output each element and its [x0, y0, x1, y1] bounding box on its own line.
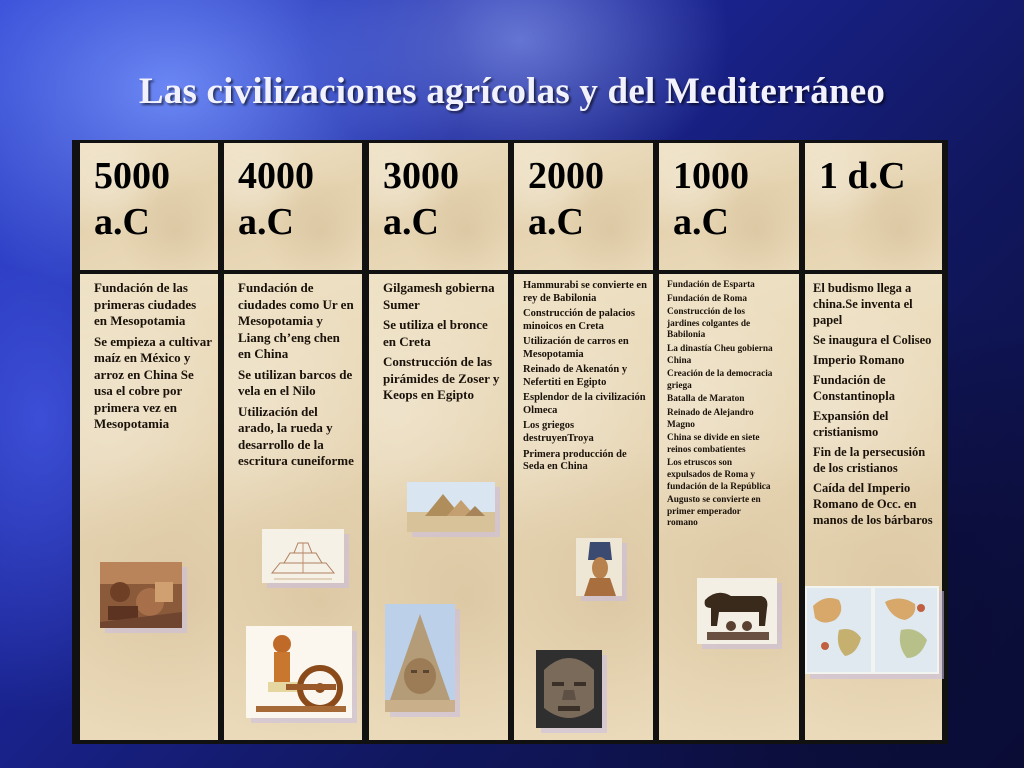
- year-heading: 2000 a.C: [528, 155, 604, 243]
- timeline-table: [72, 140, 948, 744]
- year-header-cell: [659, 143, 799, 270]
- event-item: Creación de la democracia griega: [667, 369, 773, 391]
- event-item: Reinado de Akenatón y Nefertiti en Egipto: [523, 364, 628, 389]
- event-item: Fundación de Roma: [667, 293, 748, 304]
- event-item: Fundación de ciudades como Ur en Mesopotamia y Liang ch’eng chen en China: [238, 280, 354, 361]
- year-header-cell: [224, 143, 362, 270]
- event-item: Esplendor de la civilización Olmeca: [523, 392, 646, 417]
- events-cell: [224, 274, 362, 740]
- slide-title: Las civilizaciones agrícolas y del Mediterráneo: [138, 71, 886, 112]
- year-heading: 5000 a.C: [94, 155, 170, 243]
- event-item: Expansión del cristianismo: [813, 409, 889, 439]
- event-item: Primera producción de Seda en China: [523, 448, 627, 473]
- event-item: Se inaugura el Coliseo: [813, 333, 932, 347]
- event-item: Augusto se convierte en primer emperador romano: [667, 495, 761, 529]
- event-item: Hammurabi se convierte en rey de Babilonia: [523, 280, 647, 304]
- event-item: Construcción de las pirámides de Zoser y Keops en Egipto: [383, 354, 500, 402]
- year-heading: 1000 a.C: [673, 155, 749, 243]
- year-header-cell: [514, 143, 653, 270]
- event-item: Fundación de Constantinopla: [813, 373, 895, 403]
- ancient-city-painting-icon: [100, 562, 182, 628]
- events-cell: [514, 274, 653, 740]
- pyramids-icon: [407, 482, 495, 532]
- ziggurat-drawing-icon: [262, 529, 344, 583]
- event-item: Los etruscos son expulsados de Roma y fundación de la República: [667, 458, 771, 492]
- year-header-cell: [805, 143, 942, 270]
- olmec-head-icon: [536, 650, 602, 728]
- event-item: El budismo llega a china.Se inventa el papel: [813, 281, 913, 327]
- capitoline-wolf-icon: [697, 578, 777, 644]
- event-item: Batalla de Maraton: [667, 394, 745, 405]
- event-item: Se empieza a cultivar maíz en México y arroz en China Se usa el cobre por primera vez en Mesopotamia: [94, 333, 212, 431]
- events-cell: [369, 274, 508, 740]
- year-heading: 1 d.C: [819, 155, 906, 197]
- column-5000-ac: [80, 140, 218, 744]
- column-1000-ac: [659, 140, 799, 744]
- potter-wheel-figure-icon: [246, 626, 352, 718]
- event-item: Fundación de las primeras ciudades en Mesopotamia: [94, 280, 197, 328]
- event-item: Construcción de palacios minoicos en Creta: [523, 308, 636, 332]
- event-item: Utilización de carros en Mesopotamia: [523, 336, 629, 360]
- event-item: Gilgamesh gobierna Sumer: [383, 280, 495, 312]
- event-item: Reinado de Alejandro Magno: [667, 407, 754, 430]
- world-map-icon: [805, 586, 939, 674]
- event-item: Se utiliza el bronce en Creta: [383, 317, 488, 349]
- column-4000-ac: [224, 140, 362, 744]
- event-item: Caída del Imperio Romano de Occ. en manos de los bárbaros: [813, 481, 933, 527]
- nefertiti-bust-icon: [576, 538, 622, 596]
- event-item: Construcción de los jardines colgantes de Babilonia: [667, 307, 751, 341]
- event-item: Utilización del arado, la rueda y desarrollo de la escritura cuneiforme: [238, 403, 354, 468]
- events-cell: [80, 274, 218, 740]
- year-heading: 4000 a.C: [238, 155, 314, 243]
- events-cell: [659, 274, 799, 740]
- events-cell: [805, 274, 942, 740]
- event-item: Fin de la persecusión de los cristianos: [813, 445, 926, 475]
- year-header-cell: [369, 143, 508, 270]
- column-2000-ac: [514, 140, 653, 744]
- year-heading: 3000 a.C: [383, 155, 459, 243]
- sphinx-icon: [385, 604, 455, 712]
- column-1-dc: [805, 140, 942, 744]
- event-item: Los griegos destruyenTroya: [523, 420, 594, 445]
- event-item: La dinastía Cheu gobierna China: [667, 343, 773, 366]
- event-item: Fundación de Esparta: [667, 280, 755, 290]
- event-item: Imperio Romano: [813, 353, 905, 367]
- event-item: Se utilizan barcos de vela en el Nilo: [238, 366, 353, 398]
- year-header-cell: [80, 143, 218, 270]
- event-item: China se divide en siete reinos combatientes: [667, 433, 760, 455]
- column-3000-ac: [369, 140, 508, 744]
